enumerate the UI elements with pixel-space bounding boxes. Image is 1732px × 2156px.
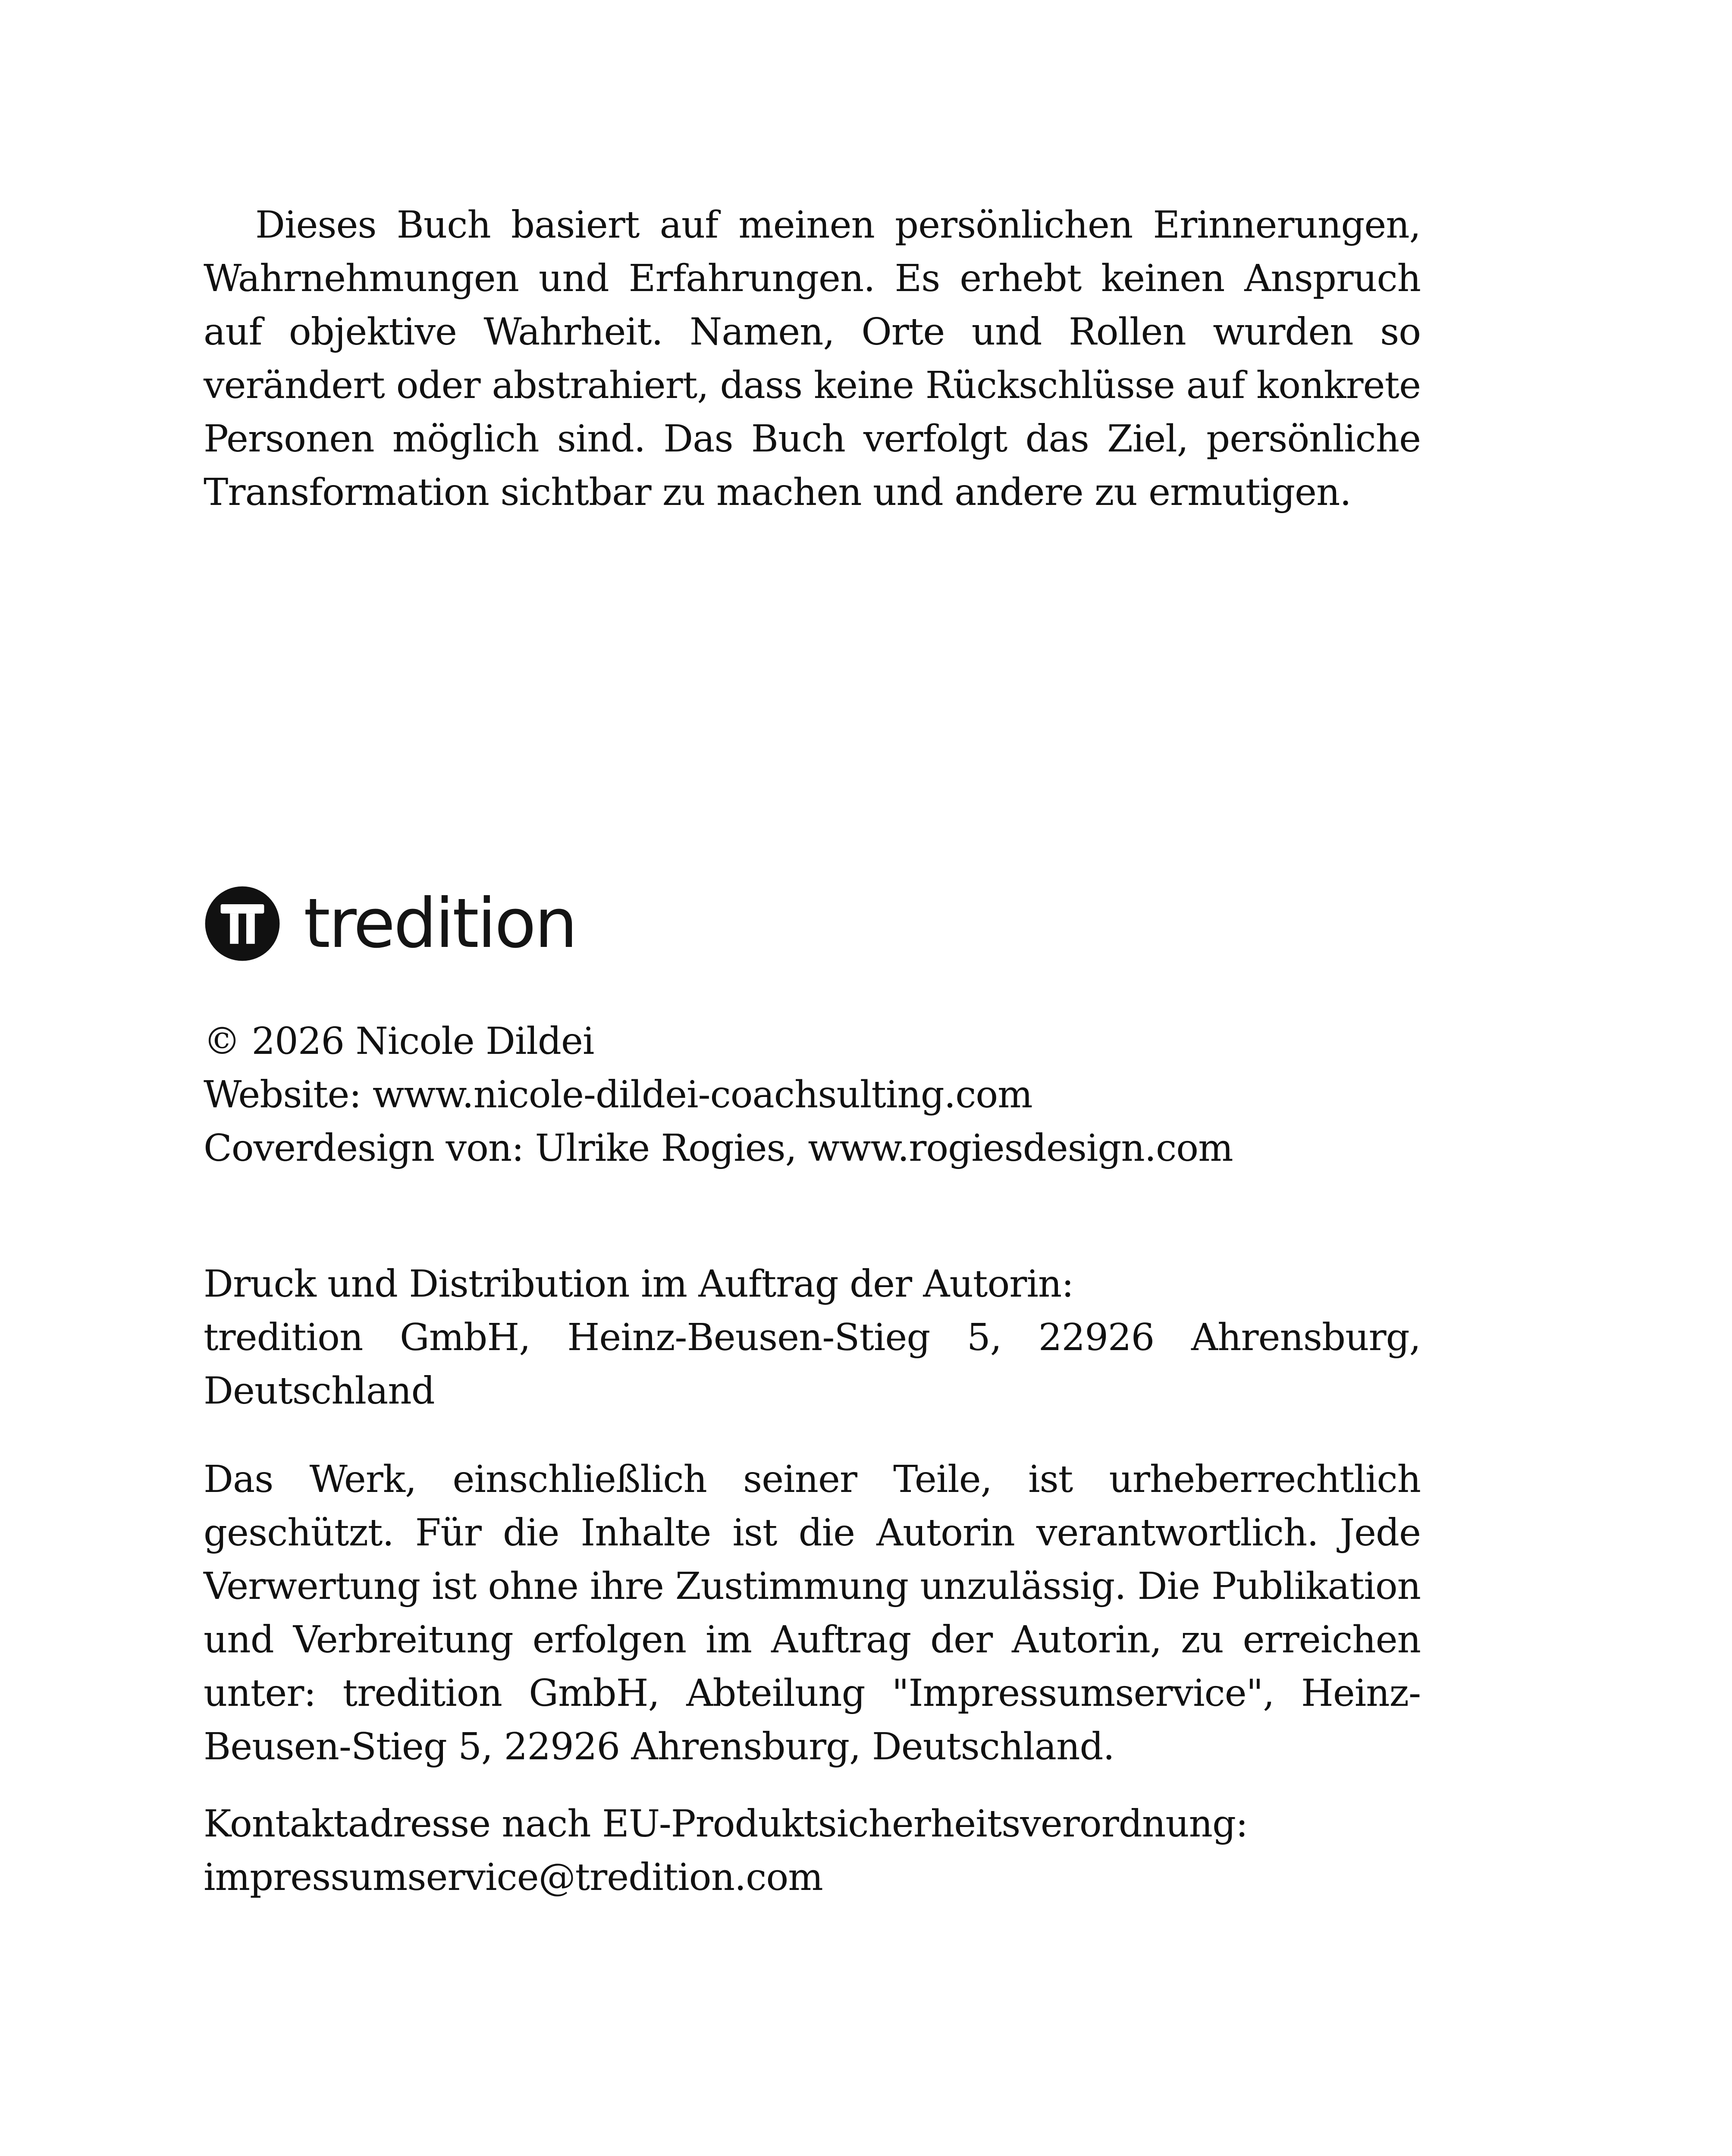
cover-design-line: Coverdesign von: Ulrike Rogies, www.rogiesdesign.com xyxy=(204,1127,1233,1170)
contact-heading: Kontaktadresse nach EU-Produktsicherheitsverordnung: xyxy=(204,1802,1248,1846)
print-distribution-block xyxy=(204,1257,1421,1418)
imprint-block xyxy=(204,1015,1421,1175)
print-heading: Druck und Distribution im Auftrag der Autorin: xyxy=(204,1263,1074,1306)
publisher-logo xyxy=(204,885,576,962)
contact-email: impressumservice@tredition.com xyxy=(204,1856,823,1899)
product-safety-contact-block xyxy=(204,1797,1421,1904)
copyright-notice-paragraph: Das Werk, einschließlich seiner Teile, ist urheberrechtlich geschützt. Für die Inhalte ist die Autorin verantwortlich. Jede Verwertung ist ohne ihre Zustimmung unzulässig. Die Publikation und Verbreitung erfolgen im Auftrag der Autorin, zu erreichen unter: tredition GmbH, Abteilung "Impressumservice", Heinz-Beusen-Stieg 5, 22926 Ahrensburg, Deutschland. xyxy=(204,1458,1421,1768)
disclaimer-paragraph xyxy=(204,198,1421,519)
tredition-logo-icon xyxy=(204,885,281,962)
website-line: Website: www.nicole-dildei-coachsulting.com xyxy=(204,1073,1032,1116)
disclaimer-text: Dieses Buch basiert auf meinen persönlichen Erinnerungen, Wahrnehmungen und Erfahrungen. Es erhebt keinen Anspruch auf objektive Wahrheit. Namen, Orte und Rollen wurden so verändert oder abstrahiert, dass keine Rückschlüsse auf konkrete Personen möglich sind. Das Buch verfolgt das Ziel, persönliche Transformation sichtbar zu machen und andere zu ermutigen. xyxy=(204,204,1421,514)
copyright-line: © 2026 Nicole Dildei xyxy=(204,1020,594,1063)
publisher-address: tredition GmbH, Heinz-Beusen-Stieg 5, 22926 Ahrensburg, Deutschland xyxy=(204,1316,1421,1413)
publisher-wordmark: tredition xyxy=(304,884,576,963)
